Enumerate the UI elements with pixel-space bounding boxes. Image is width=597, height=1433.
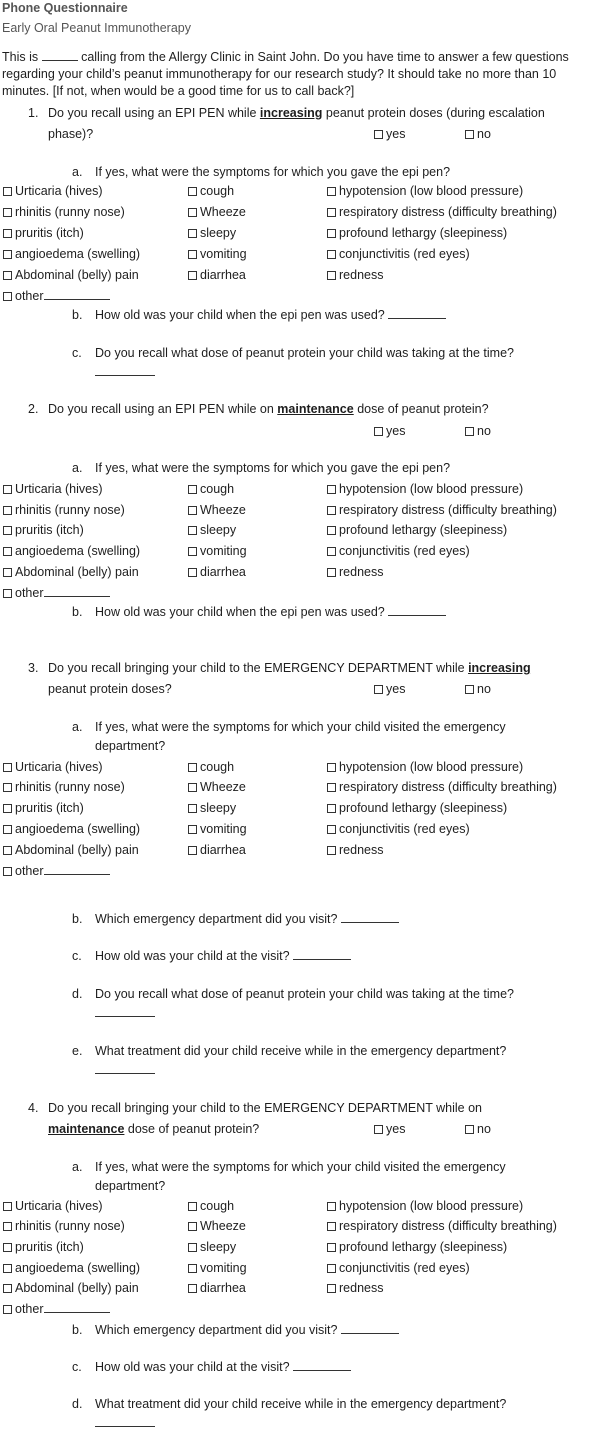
intro-paragraph	[2, 49, 597, 100]
symptom-option[interactable]: conjunctivitis (red eyes)	[327, 543, 470, 559]
symptom-other[interactable]: other	[3, 288, 110, 304]
answer-blank[interactable]	[293, 1359, 351, 1371]
symptom-option[interactable]: pruritis (itch)	[3, 522, 84, 538]
checkbox[interactable]	[465, 130, 474, 139]
q1-number: 1.	[28, 106, 39, 120]
symptom-option[interactable]: sleepy	[188, 1239, 236, 1255]
answer-blank[interactable]	[341, 1322, 399, 1334]
q3d-letter: d.	[72, 987, 83, 1001]
symptom-option[interactable]: profound lethargy (sleepiness)	[327, 1239, 507, 1255]
q4-question-line1: Do you recall bringing your child to the EMERGENCY DEPARTMENT while on	[48, 1101, 482, 1115]
symptom-option[interactable]: Wheeze	[188, 779, 246, 795]
symptom-option[interactable]: Wheeze	[188, 204, 246, 220]
symptom-option[interactable]: rhinitis (runny nose)	[3, 779, 125, 795]
symptom-option[interactable]: Abdominal (belly) pain	[3, 267, 139, 283]
q3-no-option[interactable]: no	[465, 681, 491, 697]
symptom-option[interactable]: Urticaria (hives)	[3, 183, 103, 199]
symptom-option[interactable]: cough	[188, 183, 234, 199]
q2a-letter: a.	[72, 461, 83, 475]
q1c-text: Do you recall what dose of peanut protein your child was taking at the time?	[95, 346, 514, 360]
q2b-text: How old was your child when the epi pen was used?	[95, 604, 446, 620]
q2a-text: If yes, what were the symptoms for which you gave the epi pen?	[95, 461, 451, 475]
symptom-option[interactable]: cough	[188, 1198, 234, 1214]
symptom-option[interactable]: Wheeze	[188, 502, 246, 518]
symptom-option[interactable]: vomiting	[188, 1260, 247, 1276]
q3-number: 3.	[28, 661, 39, 675]
symptom-option[interactable]: Urticaria (hives)	[3, 759, 103, 775]
q4-yes-option[interactable]: yes	[374, 1121, 405, 1137]
q3-question-line1: Do you recall bringing your child to the EMERGENCY DEPARTMENT while increasing	[48, 661, 531, 675]
q3e-answer-blank[interactable]	[95, 1062, 155, 1077]
symptom-option[interactable]: redness	[327, 564, 383, 580]
symptom-option[interactable]: redness	[327, 842, 383, 858]
symptom-option[interactable]: profound lethargy (sleepiness)	[327, 225, 507, 241]
q4d-text: What treatment did your child receive while in the emergency department?	[95, 1397, 507, 1411]
q4c-letter: c.	[72, 1360, 82, 1374]
symptom-option[interactable]: hypotension (low blood pressure)	[327, 183, 523, 199]
q1-question-line1: Do you recall using an EPI PEN while increasing peanut protein doses (during escalation	[48, 106, 545, 120]
symptom-option[interactable]: diarrhea	[188, 564, 246, 580]
answer-blank[interactable]	[293, 948, 351, 960]
symptom-option[interactable]: Abdominal (belly) pain	[3, 564, 139, 580]
symptom-option[interactable]: Urticaria (hives)	[3, 481, 103, 497]
symptom-option[interactable]: pruritis (itch)	[3, 1239, 84, 1255]
symptom-option[interactable]: conjunctivitis (red eyes)	[327, 1260, 470, 1276]
page-title: Phone Questionnaire	[2, 1, 128, 15]
q3b-text: Which emergency department did you visit?	[95, 911, 399, 927]
symptom-option[interactable]: sleepy	[188, 522, 236, 538]
symptom-option[interactable]: conjunctivitis (red eyes)	[327, 246, 470, 262]
q3d-text: Do you recall what dose of peanut protein your child was taking at the time?	[95, 987, 514, 1001]
q3d-answer-blank[interactable]	[95, 1005, 155, 1020]
symptom-option[interactable]: vomiting	[188, 246, 247, 262]
answer-blank[interactable]	[388, 307, 446, 319]
symptom-option[interactable]: hypotension (low blood pressure)	[327, 481, 523, 497]
answer-blank[interactable]	[341, 911, 399, 923]
checkbox[interactable]	[374, 130, 383, 139]
q3-question-line2: peanut protein doses?	[48, 682, 172, 696]
q3a-text-line1: If yes, what were the symptoms for which your child visited the emergency	[95, 720, 506, 734]
page-subtitle: Early Oral Peanut Immunotherapy	[2, 21, 191, 35]
q4d-answer-blank[interactable]	[95, 1415, 155, 1430]
symptom-option[interactable]: sleepy	[188, 800, 236, 816]
symptom-option[interactable]: hypotension (low blood pressure)	[327, 759, 523, 775]
symptom-option[interactable]: pruritis (itch)	[3, 225, 84, 241]
symptom-option[interactable]: diarrhea	[188, 267, 246, 283]
q1b-letter: b.	[72, 308, 83, 322]
q1b-text: How old was your child when the epi pen was used?	[95, 307, 446, 323]
q2b-letter: b.	[72, 605, 83, 619]
symptom-option[interactable]: redness	[327, 1280, 383, 1296]
q3a-letter: a.	[72, 720, 83, 734]
symptom-option[interactable]: Abdominal (belly) pain	[3, 842, 139, 858]
symptom-option[interactable]: conjunctivitis (red eyes)	[327, 821, 470, 837]
q4-no-option[interactable]: no	[465, 1121, 491, 1137]
symptom-option[interactable]: respiratory distress (difficulty breathing)	[327, 204, 557, 220]
q3b-letter: b.	[72, 912, 83, 926]
q3e-letter: e.	[72, 1044, 83, 1058]
symptom-option[interactable]: angioedema (swelling)	[3, 543, 140, 559]
q2-question-line1: Do you recall using an EPI PEN while on maintenance dose of peanut protein?	[48, 402, 489, 416]
symptom-option[interactable]: angioedema (swelling)	[3, 821, 140, 837]
q4-question-line2: maintenance dose of peanut protein?	[48, 1122, 260, 1136]
q3e-text: What treatment did your child receive while in the emergency department?	[95, 1044, 507, 1058]
symptom-other[interactable]: other	[3, 585, 110, 601]
intro-text-start: This is	[2, 50, 42, 64]
symptom-option[interactable]: cough	[188, 481, 234, 497]
q1c-letter: c.	[72, 346, 82, 360]
symptom-option[interactable]: rhinitis (runny nose)	[3, 204, 125, 220]
q2-yes-option[interactable]: yes	[374, 423, 405, 439]
symptom-option[interactable]: vomiting	[188, 821, 247, 837]
q4a-letter: a.	[72, 1160, 83, 1174]
q4b-text: Which emergency department did you visit?	[95, 1322, 399, 1338]
symptom-option[interactable]: respiratory distress (difficulty breathing)	[327, 1218, 557, 1234]
symptom-option[interactable]: respiratory distress (difficulty breathing)	[327, 779, 557, 795]
q1-question-line2: phase)?	[48, 127, 94, 141]
symptom-option[interactable]: profound lethargy (sleepiness)	[327, 522, 507, 538]
symptom-other[interactable]: other	[3, 863, 110, 879]
symptom-option[interactable]: rhinitis (runny nose)	[3, 1218, 125, 1234]
q2-number: 2.	[28, 402, 39, 416]
q3-yes-option[interactable]: yes	[374, 681, 405, 697]
caller-name-blank[interactable]	[42, 49, 78, 61]
symptom-option[interactable]: vomiting	[188, 543, 247, 559]
symptom-option[interactable]: Abdominal (belly) pain	[3, 1280, 139, 1296]
intro-text-rest: calling from the Allergy Clinic in Saint John. Do you have time to answer a few questions regarding your child’s peanut immunotherapy for our research study? It should take no more than 10 minutes. [If not, when would be a good time for us to call back?]	[2, 50, 569, 98]
symptom-option[interactable]: diarrhea	[188, 842, 246, 858]
symptom-option[interactable]: rhinitis (runny nose)	[3, 502, 125, 518]
q4d-letter: d.	[72, 1397, 83, 1411]
symptom-option[interactable]: Wheeze	[188, 1218, 246, 1234]
symptom-option[interactable]: profound lethargy (sleepiness)	[327, 800, 507, 816]
symptom-other[interactable]: other	[3, 1301, 110, 1317]
symptom-option[interactable]: angioedema (swelling)	[3, 246, 140, 262]
q1-yes-option[interactable]: yes	[374, 126, 405, 142]
symptom-option[interactable]: Urticaria (hives)	[3, 1198, 103, 1214]
q4a-text-line1: If yes, what were the symptoms for which your child visited the emergency	[95, 1160, 506, 1174]
q3c-text: How old was your child at the visit?	[95, 948, 351, 964]
q2-no-option[interactable]: no	[465, 423, 491, 439]
symptom-option[interactable]: pruritis (itch)	[3, 800, 84, 816]
symptom-option[interactable]: diarrhea	[188, 1280, 246, 1296]
symptom-option[interactable]: hypotension (low blood pressure)	[327, 1198, 523, 1214]
q3a-text-line2: department?	[95, 739, 166, 753]
q4-number: 4.	[28, 1101, 39, 1115]
q3c-letter: c.	[72, 949, 82, 963]
q4b-letter: b.	[72, 1323, 83, 1337]
symptom-option[interactable]: angioedema (swelling)	[3, 1260, 140, 1276]
symptom-option[interactable]: cough	[188, 759, 234, 775]
q4a-text-line2: department?	[95, 1179, 166, 1193]
q1a-text: If yes, what were the symptoms for which you gave the epi pen?	[95, 165, 451, 179]
symptom-option[interactable]: redness	[327, 267, 383, 283]
symptom-option[interactable]: respiratory distress (difficulty breathing)	[327, 502, 557, 518]
q1a-letter: a.	[72, 165, 83, 179]
q1c-answer-blank[interactable]	[95, 364, 155, 379]
q1-no-option[interactable]: no	[465, 126, 491, 142]
q4c-text: How old was your child at the visit?	[95, 1359, 351, 1375]
answer-blank[interactable]	[388, 604, 446, 616]
symptom-option[interactable]: sleepy	[188, 225, 236, 241]
